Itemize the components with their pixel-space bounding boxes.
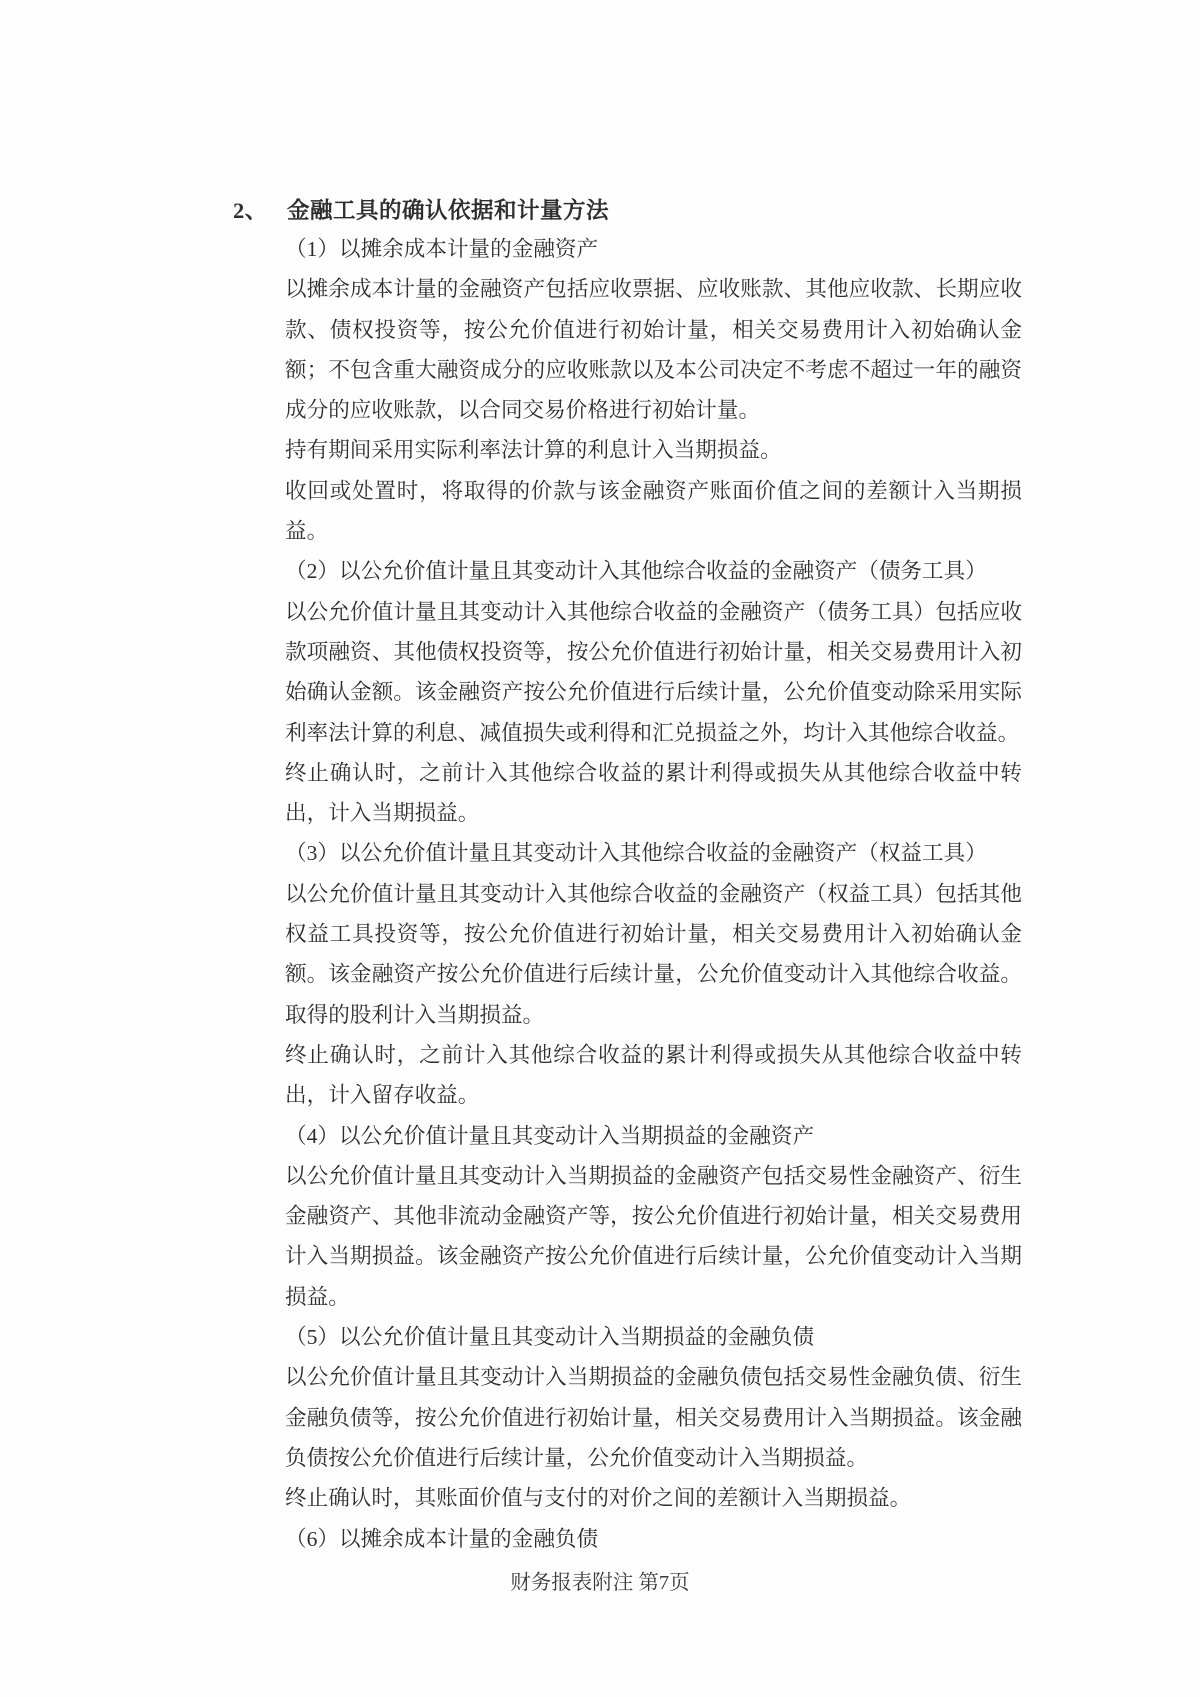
document-body <box>285 229 1022 1559</box>
clause-subheading: （4）以公允价值计量且其变动计入当期损益的金融资产 <box>285 1123 815 1148</box>
clause-subheading: （6）以摊余成本计量的金融负债 <box>285 1526 599 1551</box>
body-paragraph: 终止确认时，之前计入其他综合收益的累计利得或损失从其他综合收益中转出，计入当期损益。 <box>285 760 1022 826</box>
body-paragraph: 以公允价值计量且其变动计入当期损益的金融资产包括交易性金融资产、衍生金融资产、其他非流动金融资产等，按公允价值进行初始计量，相关交易费用计入当期损益。该金融资产按公允价值进行后续计量，公允价值变动计入当期损益。 <box>285 1163 1022 1309</box>
clause-subheading: （2）以公允价值计量且其变动计入其他综合收益的金融资产（债务工具） <box>285 559 987 584</box>
page-footer: 财务报表附注 第7页 <box>510 1572 690 1594</box>
body-paragraph: 持有期间采用实际利率法计算的利息计入当期损益。 <box>285 438 782 463</box>
clause-subheading: （3）以公允价值计量且其变动计入其他综合收益的金融资产（权益工具） <box>285 841 987 866</box>
body-paragraph: 以公允价值计量且其变动计入当期损益的金融负债包括交易性金融负债、衍生金融负债等，按公允价值进行初始计量，相关交易费用计入当期损益。该金融负债按公允价值进行后续计量，公允价值变动计入当期损益。 <box>285 1365 1022 1470</box>
body-paragraph: 以摊余成本计量的金融资产包括应收票据、应收账款、其他应收款、长期应收款、债权投资等，按公允价值进行初始计量，相关交易费用计入初始确认金额；不包含重大融资成分的应收账款以及本公司决定不考虑不超过一年的融资成分的应收账款，以合同交易价格进行初始计量。 <box>285 277 1022 423</box>
section-heading <box>233 191 1033 231</box>
body-paragraph: 以公允价值计量且其变动计入其他综合收益的金融资产（债务工具）包括应收款项融资、其他债权投资等，按公允价值进行初始计量，相关交易费用计入初始确认金额。该金融资产按公允价值进行后续计量，公允价值变动除采用实际利率法计算的利息、减值损失或利得和汇兑损益之外，均计入其他综合收益。 <box>285 599 1022 745</box>
body-paragraph: 终止确认时，其账面价值与支付的对价之间的差额计入当期损益。 <box>285 1486 912 1511</box>
body-paragraph: 终止确认时，之前计入其他综合收益的累计利得或损失从其他综合收益中转出，计入留存收益。 <box>285 1042 1022 1108</box>
clause-subheading: （5）以公允价值计量且其变动计入当期损益的金融负债 <box>285 1325 815 1350</box>
body-paragraph: 以公允价值计量且其变动计入其他综合收益的金融资产（权益工具）包括其他权益工具投资等，按公允价值进行初始计量，相关交易费用计入初始确认金额。该金融资产按公允价值进行后续计量，公允价值变动计入其他综合收益。取得的股利计入当期损益。 <box>285 881 1022 1027</box>
clause-subheading: （1）以摊余成本计量的金融资产 <box>285 237 599 261</box>
section-title: 金融工具的确认依据和计量方法 <box>287 198 610 223</box>
body-paragraph: 收回或处置时，将取得的价款与该金融资产账面价值之间的差额计入当期损益。 <box>285 478 1022 544</box>
section-number: 2、 <box>233 198 268 223</box>
